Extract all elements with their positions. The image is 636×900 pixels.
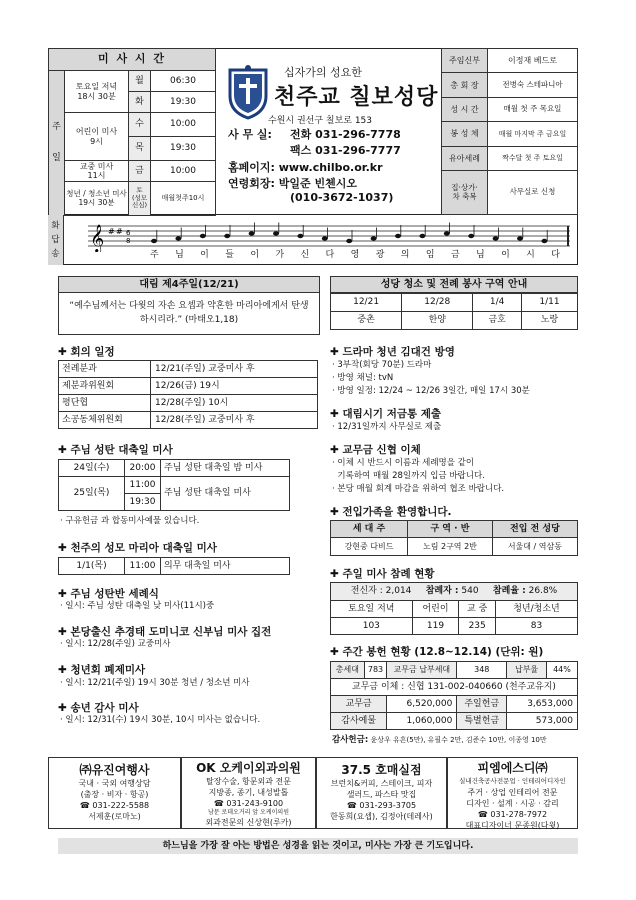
- finance-cell: 납부율: [507, 662, 547, 679]
- note-head: [346, 239, 352, 243]
- christmas-table: [58, 459, 290, 511]
- drama-line: · 방영 일정: 12/24 ~ 12/26 3일간, 매일 17시 30분: [332, 386, 530, 396]
- note-head: [444, 231, 450, 235]
- finance-label: 특별헌금: [457, 713, 507, 730]
- priest-heading: ✚ 본당출신 추경태 도미니코 신부님 미사 집전: [58, 626, 272, 638]
- drama-line: · 3부작(회당 70분) 드라마: [332, 360, 432, 370]
- attendance-header: 청년/청소년: [496, 601, 578, 618]
- dues-line: · 본당 매월 회계 마감을 위하여 협조 바랍니다.: [332, 484, 505, 494]
- drama-heading: ✚ 드라마 청년 김대건 방영: [330, 346, 455, 358]
- note-head: [517, 236, 523, 240]
- note-head: [249, 231, 255, 235]
- cleaning-date: 1/11: [521, 294, 577, 312]
- svg-text:𝄞: 𝄞: [90, 224, 105, 252]
- footer-text: 하느님을 가장 잘 아는 방법은 성경을 읽는 것이고, 미사는 가장 큰 기도입니다.: [162, 841, 474, 851]
- christmas-date: 25일(목): [59, 477, 125, 511]
- cleaning-date: 12/21: [331, 294, 402, 312]
- finance-account: 교무금 이체 : 신협 131-002-040660 (천주교유지): [331, 679, 578, 696]
- attendance-value: 119: [412, 618, 459, 635]
- time-wed: 10:00: [151, 113, 216, 137]
- week-quote: “예수님께서는 다윗의 자손 요셉과 약혼한 마리아에게서 탄생하시리라.” (마태오1,18): [69, 301, 309, 325]
- finance-cell: 교무금 납부세대: [387, 662, 457, 679]
- hymn-syllable: 이: [200, 250, 209, 260]
- weekday-mon: 월: [129, 71, 151, 92]
- finance-value: 573,000: [507, 713, 578, 730]
- week-title-box: [58, 276, 320, 293]
- funeral-chair-phone: (010-3672-1037): [290, 191, 394, 204]
- hymn-syllable: 님: [476, 250, 485, 260]
- hymn-syllable: 다: [325, 250, 335, 260]
- christmas-time: 20:00: [125, 460, 161, 477]
- finance-cell: 348: [457, 662, 507, 679]
- meeting-time: 12/26(금) 19시: [151, 378, 318, 395]
- weekday-sat: 토 (성모신심): [129, 182, 151, 216]
- attendance-value: 103: [331, 618, 413, 635]
- office-fax: 팩스 031-296-7777: [290, 144, 401, 157]
- time-fri: 10:00: [151, 161, 216, 182]
- church-name: 천주교 칠보성당: [274, 85, 439, 110]
- attendance-summary: 전신자 : 2,014 참례자 : 540 참례율 : 26.8%: [331, 583, 578, 601]
- staff-value: 이정재 베드로: [488, 49, 578, 73]
- youth-heading: ✚ 청년회 폐제미사: [58, 664, 146, 676]
- hymn-syllable: 들: [225, 250, 234, 260]
- staff-value: 사무실로 신청: [488, 171, 578, 215]
- meetings-table: [58, 360, 318, 429]
- drama-line: · 방영 채널: tvN: [332, 373, 394, 383]
- attendance-header: 어린이: [412, 601, 459, 618]
- office-phone: 전화 031-296-7778: [290, 128, 401, 141]
- ad-name: 37.5 호매실점: [341, 763, 422, 777]
- mass-children: 어린이 미사 9시: [65, 113, 129, 161]
- dues-line: · 이체 시 반드시 이름과 세례명을 같이: [332, 458, 475, 468]
- ad-name: OK 오케이외과의원: [196, 761, 301, 775]
- finance-label: 교무금: [331, 696, 387, 713]
- priest-text: · 일시: 12/28(주일) 교중미사: [60, 639, 171, 649]
- church-logo: [226, 64, 270, 120]
- staff-table: [441, 48, 578, 215]
- christmas-heading: ✚ 주님 성탄 대축일 미사: [58, 444, 173, 456]
- weekday-tue: 화: [129, 92, 151, 113]
- hymn-syllable: 임: [425, 250, 435, 260]
- welcome-header: 전입 전 성당: [492, 521, 577, 538]
- staff-role: 주임신부: [442, 49, 488, 73]
- christmas-time: 19:30: [125, 494, 161, 511]
- meeting-name: 전례분과: [59, 361, 151, 378]
- ad-clinic: OK 오케이외과의원 탈장수술, 항문외과 전문 지방종, 종기, 내성발톱 ☎ 031-243-9100 남문 로데오거리 앞 오케이의원 외과전문의 신상현(루카): [181, 757, 316, 829]
- meeting-time: 12/28(주일) 교중미사 후: [151, 412, 318, 429]
- svg-text:8: 8: [126, 237, 131, 245]
- time-sat: 매월첫주10시: [151, 182, 216, 216]
- staff-role: 유아세례: [442, 146, 488, 170]
- note-head: [493, 236, 499, 240]
- note-head: [224, 234, 230, 238]
- cleaning-area: 노랑: [521, 312, 577, 330]
- time-mon: 06:30: [151, 71, 216, 92]
- ad-travel: ㈜유진여행사 국내 · 국외 여행상담 (출장 · 비자 · 항공) ☎ 031-222-5588 서제훈(로마노): [48, 757, 181, 829]
- gratitude-line: 감사헌금: 윤상우 유흔(5만), 유필수 2만, 김준수 10만, 이종영 10만: [332, 735, 547, 745]
- footer-banner: [58, 838, 578, 854]
- hymn-syllable: 주: [150, 250, 159, 260]
- welcome-header: 구 역 · 반: [408, 521, 493, 538]
- welcome-table: [330, 520, 578, 556]
- time-tue: 19:30: [151, 92, 216, 113]
- hymn-syllable: 광: [375, 250, 385, 260]
- meeting-name: 제분과위원회: [59, 378, 151, 395]
- hymn-syllable: 다: [551, 250, 560, 260]
- note-head: [273, 231, 279, 235]
- baptism-heading: ✚ 주님 성탄반 세례식: [58, 588, 159, 600]
- staff-value: 매월 첫 주 목요일: [488, 97, 578, 121]
- cleaning-area: 한양: [402, 312, 473, 330]
- welcome-heading: ✚ 전입가족을 환영합니다.: [330, 506, 452, 518]
- office-label: 사 무 실:: [228, 128, 272, 141]
- note-head: [419, 234, 425, 238]
- meeting-time: 12/28(주일) 10시: [151, 395, 318, 412]
- meeting-name: 소공동체위원회: [59, 412, 151, 429]
- christmas-desc: 주님 성탄 대축일 밤 미사: [161, 460, 290, 477]
- finance-heading: ✚ 주간 봉헌 현황 (12.8~12.14) (단위: 원): [330, 646, 544, 658]
- hymn-syllable: 이: [250, 250, 260, 260]
- finance-label: 주일헌금: [457, 696, 507, 713]
- note-head: [200, 234, 206, 238]
- ad-name: 피엠에스디㈜: [477, 761, 548, 775]
- staff-value: 매월 마지막 주 금요일: [488, 122, 578, 146]
- staff-value: 짝수달 첫 주 토요일: [488, 146, 578, 170]
- cleaning-title: 성당 청소 및 전례 봉사 구역 안내: [380, 279, 528, 290]
- newyear-desc: 의무 대축일 미사: [161, 558, 290, 575]
- staff-role: 봉 성 체: [442, 122, 488, 146]
- staff-role: 집·상가· 차 축복: [442, 171, 488, 215]
- svg-text:#: #: [116, 227, 123, 236]
- attendance-value: 83: [496, 618, 578, 635]
- finance-value: 1,060,000: [387, 713, 457, 730]
- note-head: [322, 236, 328, 240]
- finance-cell: 총세대: [331, 662, 365, 679]
- youth-text: · 일시: 12/21(주일) 19시 30분 청년 / 청소년 미사: [60, 678, 250, 688]
- hymn-side-label: 화 답 송: [48, 215, 64, 265]
- christmas-desc: 주님 성탄 대축일 미사: [161, 477, 290, 511]
- newyear-date: 1/1(목): [59, 558, 125, 575]
- christmas-note: · 구유헌금 과 합동미사예물 있습니다.: [60, 516, 200, 526]
- hymn-syllable: 신: [300, 250, 310, 260]
- christmas-time: 11:00: [125, 477, 161, 494]
- meeting-name: 평단협: [59, 395, 151, 412]
- weekday-thu: 목: [129, 137, 151, 161]
- staff-role: 성 시 간: [442, 97, 488, 121]
- savings-heading: ✚ 대림시기 저금통 제출: [330, 408, 442, 420]
- newyear-table: [58, 557, 290, 575]
- staff-value: 전병숙 스테파니아: [488, 73, 578, 97]
- baptism-text: · 일시: 주님 성탄 대축일 낮 미사(11시)중: [60, 601, 215, 611]
- mass-main: 교중 미사 11시: [65, 161, 129, 182]
- hymn-syllable: 님: [175, 250, 184, 260]
- thanks-heading: ✚ 송년 감사 미사: [58, 702, 139, 714]
- mass-title: 미 사 시 간: [49, 49, 216, 71]
- newyear-time: 11:00: [125, 558, 161, 575]
- mass-sat-evening: 토요일 저녁 18시 30분: [65, 71, 129, 113]
- finance-table: [330, 661, 578, 730]
- welcome-cell: 노림 2구역 2반: [408, 538, 493, 556]
- note-head: [151, 239, 157, 243]
- ad-name: ㈜유진여행사: [79, 763, 150, 777]
- funeral-chair: 연령회장: 박일준 빈첸시오: [228, 177, 357, 190]
- cleaning-date: 1/4: [473, 294, 522, 312]
- savings-text: · 12/31일까지 사무실로 제출: [332, 422, 442, 432]
- attendance-value: 235: [459, 618, 496, 635]
- hymn-syllable: 이: [501, 250, 510, 260]
- hymn-syllable: 금: [450, 250, 460, 260]
- newyear-heading: ✚ 천주의 성모 마리아 대축일 미사: [58, 542, 217, 554]
- cleaning-table: [330, 293, 578, 330]
- hymn-syllable: 영: [350, 250, 360, 260]
- mass-youth: 청년 / 청소년 미사 19시 30분: [65, 182, 129, 216]
- note-head: [175, 236, 181, 240]
- staff-role: 총 회 장: [442, 73, 488, 97]
- attendance-header: 교 중: [459, 601, 496, 618]
- svg-text:#: #: [108, 227, 115, 236]
- cleaning-date: 12/28: [402, 294, 473, 312]
- thanks-text: · 일시: 12/31(수) 19시 30분, 10시 미사는 없습니다.: [60, 715, 261, 725]
- hymn-syllable: 시: [526, 250, 535, 260]
- week-quote-box: [58, 293, 320, 335]
- welcome-cell: 강현중 다비드: [331, 538, 408, 556]
- finance-value: 6,520,000: [387, 696, 457, 713]
- finance-value: 3,653,000: [507, 696, 578, 713]
- christmas-date: 24일(수): [59, 460, 125, 477]
- time-thu: 19:30: [151, 137, 216, 161]
- dues-heading: ✚ 교무금 신협 이체: [330, 444, 421, 456]
- cleaning-title-box: [330, 276, 578, 293]
- note-head: [541, 239, 547, 243]
- svg-text:6: 6: [126, 229, 131, 237]
- attendance-header: 토요일 저녁: [331, 601, 413, 618]
- cleaning-area: 금호: [473, 312, 522, 330]
- finance-cell: 44%: [546, 662, 577, 679]
- cleaning-area: 중촌: [331, 312, 402, 330]
- ad-restaurant: 37.5 호매실점 브런치&커피, 스테이크, 피자 샐러드, 파스타 맛집 ☎ 031-293-3705 한동희(요셉), 김정아(데레사): [316, 757, 447, 829]
- meetings-heading: ✚ 회의 일정: [58, 346, 115, 358]
- ad-interior: 피엠에스디㈜ 실내건축공사전문업 · 인테리어디자인 주거 · 상업 인테리어 전문 디자인 · 설계 · 시공 · 감리 ☎ 031-278-7972 대표디자이너 문종원(다윗): [447, 757, 578, 829]
- mass-schedule-table: [48, 48, 216, 216]
- note-head: [395, 234, 401, 238]
- church-subtitle: 십자가의 성요한: [284, 66, 362, 79]
- attendance-table: [330, 582, 578, 635]
- dues-line: 기록하여 매월 28일까지 입금 바랍니다.: [332, 471, 485, 481]
- hymn-lyrics: [150, 247, 560, 261]
- welcome-header: 세 대 주: [331, 521, 408, 538]
- hymn-syllable: 가: [275, 250, 285, 260]
- homepage-link[interactable]: 홈페이지: www.chilbo.or.kr: [228, 161, 383, 174]
- church-address: 수원시 권선구 칠보로 153: [268, 116, 373, 126]
- weekday-fri: 금: [129, 161, 151, 182]
- note-head: [371, 236, 377, 240]
- mass-sunday-side: 주 일: [49, 71, 65, 216]
- welcome-cell: 서울대 / 역삼동: [492, 538, 577, 556]
- hymn-syllable: 의: [400, 250, 410, 260]
- week-title: 대림 제4주일(12/21): [139, 279, 239, 290]
- finance-label: 감사예물: [331, 713, 387, 730]
- finance-cell: 783: [364, 662, 387, 679]
- attendance-heading: ✚ 주일 미사 참례 현황: [330, 568, 435, 580]
- note-head: [468, 234, 474, 238]
- weekday-wed: 수: [129, 113, 151, 137]
- meeting-time: 12/21(주일) 교중미사 후: [151, 361, 318, 378]
- note-head: [297, 234, 303, 238]
